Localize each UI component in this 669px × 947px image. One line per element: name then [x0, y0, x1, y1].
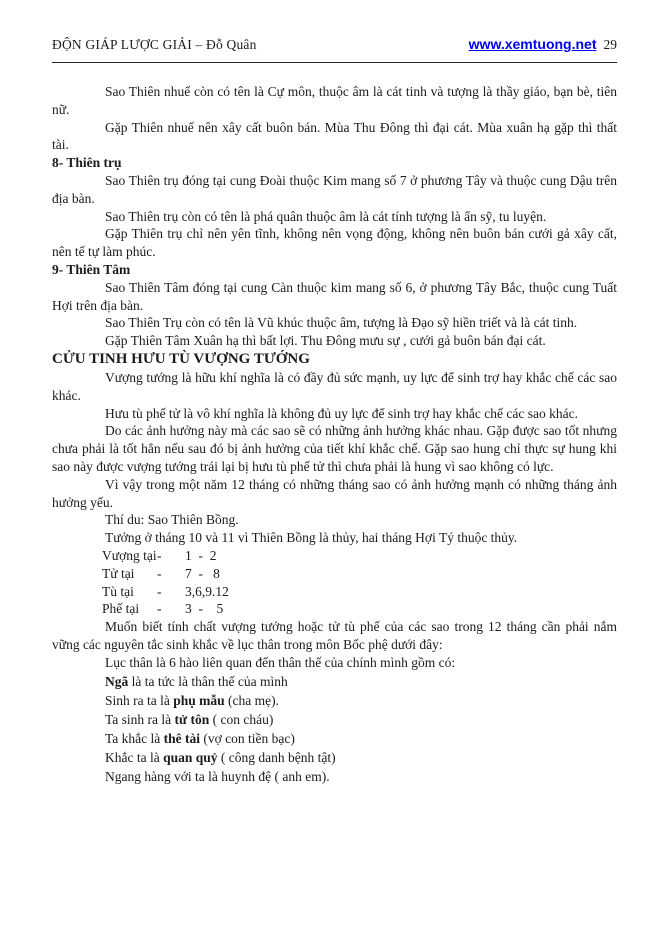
paragraph-thien-nhue-2: Gặp Thiên nhuế nên xây cất buôn bán. Mùa Thu Đông thì đại cát. Mùa xuân hạ gặp thì thất tài.: [52, 119, 617, 153]
document-body: [52, 83, 617, 786]
paragraph-thi-du: Thí du: Sao Thiên Bồng.: [105, 512, 239, 528]
row-value: 1 - 2: [185, 547, 217, 563]
list-item-phu-mau: [52, 691, 617, 710]
site-link[interactable]: www.xemtuong.net: [468, 36, 597, 52]
row-label: Tử tại: [102, 565, 135, 581]
row-label: Phế tại: [102, 601, 140, 617]
list-item-nga: [52, 672, 617, 691]
paragraph-thien-tam-1: Sao Thiên Tâm đóng tại cung Càn thuộc kim mang số 6, ở phương Tây Bắc, thuộc cung Tuất Hợi trên địa bàn.: [52, 279, 617, 313]
luc-than-list: [52, 672, 617, 786]
table-row: [102, 547, 617, 565]
paragraph-huu-tu: Hưu tù phế tử là vô khí nghĩa là không đủ uy lực để sinh trợ hay khắc chế các sao khác.: [105, 405, 578, 421]
plain-text: ( công danh bệnh tật): [217, 749, 336, 765]
row-value: 3 - 5: [185, 601, 224, 617]
list-item-the-tai: [52, 729, 617, 748]
paragraph-thien-tru-1: Sao Thiên trụ đóng tại cung Đoài thuộc Kim mang số 7 ở phương Tây và thuộc cung Dậu trên địa bàn.: [52, 172, 617, 206]
paragraph-vuong-tuong: Vượng tướng là hữu khí nghĩa là có đầy đủ sức mạnh, uy lực để sinh trợ hay khắc chế các sao khác.: [52, 369, 617, 403]
plain-text: (vợ con tiền bạc): [200, 730, 295, 746]
bold-term: Ngã: [105, 673, 129, 689]
row-dash: -: [157, 547, 162, 563]
list-item-huynh-de: [52, 767, 617, 786]
row-dash: -: [157, 601, 162, 617]
paragraph-thien-tru-3: Gặp Thiên trụ chỉ nên yên tĩnh, không nên vọng động, không nên buôn bán cưới gả xây cất, nên tế tự làm phúc.: [52, 226, 617, 260]
star-heading-9: 9- Thiên Tâm: [52, 261, 131, 277]
section-title: CỬU TINH HƯU TÙ VƯỢNG TƯỚNG: [52, 350, 310, 367]
vuong-tu-table: [52, 547, 617, 618]
bold-term: phụ mẫu: [173, 692, 225, 708]
plain-text: (cha mẹ).: [224, 692, 279, 708]
plain-text: ( con cháu): [209, 711, 274, 727]
row-value: 7 - 8: [185, 565, 220, 581]
star-heading-8: 8- Thiên trụ: [52, 155, 122, 171]
row-label: Vượng tại: [102, 547, 157, 563]
paragraph-thien-tam-2: Sao Thiên Trụ còn có tên là Vũ khúc thuộc âm, tượng là Đạo sỹ hiền triết và là cát tinh.: [105, 315, 578, 331]
paragraph-tuong-thang: Tưởng ở tháng 10 và 11 vì Thiên Bồng là thủy, hai tháng Hợi Tý thuộc thủy.: [105, 530, 518, 546]
plain-text: Ngang hàng với ta là huynh đệ ( anh em).: [105, 768, 330, 784]
bold-term: tử tôn: [174, 711, 210, 727]
bold-term: quan quỷ: [163, 749, 218, 765]
paragraph-thien-tru-2: Sao Thiên trụ còn có tên là phá quân thuộc âm là cát tính tượng là ẩn sỹ, tu luyện.: [105, 208, 547, 224]
list-item-tu-ton: [52, 710, 617, 729]
plain-text: Ta sinh ra là: [105, 711, 175, 727]
paragraph-luc-than-intro: Lục thân là 6 hào liên quan đến thân thế của chính mình gồm có:: [105, 654, 456, 670]
paragraph-thien-tam-3: Gặp Thiên Tâm Xuân hạ thì bất lợi. Thu Đông mưu sự , cưới gả buôn bán đại cát.: [105, 333, 546, 349]
page-header: [52, 36, 617, 53]
paragraph-thien-nhue-1: Sao Thiên nhuế còn có tên là Cự môn, thuộc âm là cát tinh và tượng là thầy giáo, bạn bè, tiên nữ.: [52, 84, 617, 117]
row-label: Tù tại: [102, 583, 134, 599]
row-value: 3,6,9.12: [185, 583, 229, 599]
paragraph-anh-huong: Do các ảnh hưởng này mà các sao sẽ có những ảnh hưởng khác nhau. Gặp được sao tốt nhưng chưa phải là tốt hẳn nếu sau đó bị ảnh hưởng của tiết khí khắc chế. Gặp sao hung chỉ thực sự hung khi sao này được vượng tướng trái lại bị hưu tù phế tử thì chưa phải là hung vì sao không có lực.: [52, 423, 617, 474]
list-item-quan-quy: [52, 748, 617, 767]
page-number: 29: [603, 37, 617, 52]
paragraph-12-thang: Vì vậy trong một năm 12 tháng có những tháng sao có ảnh hưởng mạnh có những tháng ảnh hưởng yếu.: [52, 476, 617, 510]
table-row: [102, 600, 617, 618]
header-divider: [52, 62, 617, 63]
table-row: [102, 565, 617, 583]
document-title: ĐỘN GIÁP LƯỢC GIẢI – Đỗ Quân: [52, 37, 257, 52]
plain-text: Khắc ta là: [105, 749, 164, 765]
plain-text: Sinh ra ta là: [105, 692, 174, 708]
header-right: [469, 36, 617, 53]
table-row: [102, 583, 617, 601]
row-dash: -: [157, 565, 162, 581]
plain-text: Ta khắc là: [105, 730, 164, 746]
row-dash: -: [157, 583, 162, 599]
paragraph-muon-biet: Muốn biết tính chất vượng tướng hoặc tử tù phế của các sao trong 12 tháng cần phải nắm vững các nguyên tắc sinh khắc về lục thân trong môn Bốc phệ dưới đây:: [52, 619, 617, 652]
bold-term: thê tài: [163, 730, 201, 746]
plain-text: là ta tức là thân thế của mình: [128, 673, 288, 689]
